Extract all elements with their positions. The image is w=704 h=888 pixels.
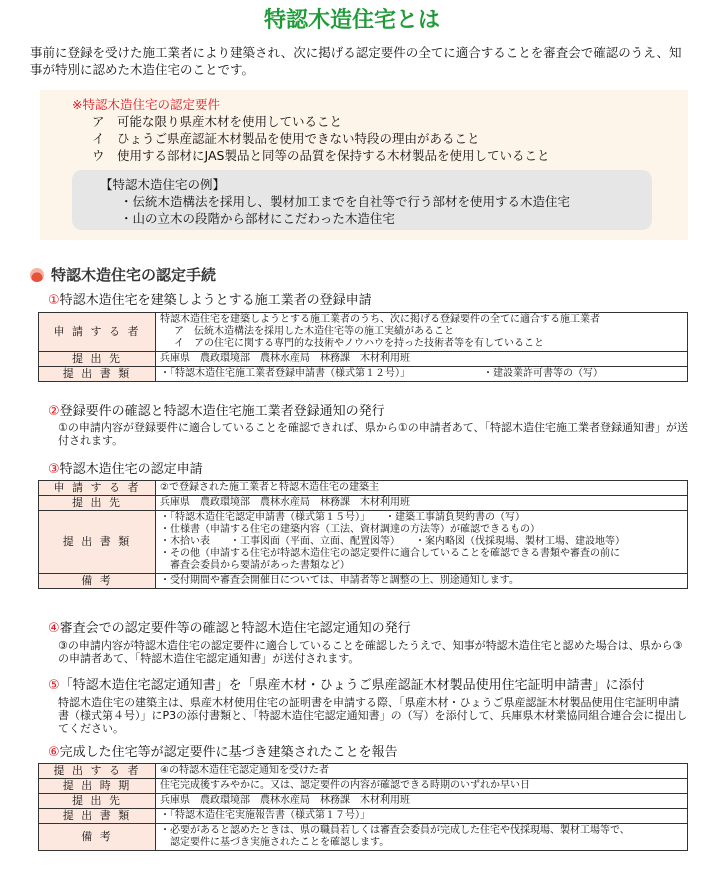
row-label: 提 出 書 類 (39, 809, 156, 824)
row-value: 住宅完成後すみやかに。又は、認定要件の内容が確認できる時期のいずれか早い日 (156, 779, 688, 794)
step-4-title (48, 620, 411, 637)
requirement-text: ひょうご県産認証木材製品を使用できない特段の理由があること (117, 131, 480, 146)
intro-text: 事前に登録を受けた施工業者により建築され、次に掲げる認定要件の全てに適合することを審査会で確認のうえ、知事が特別に認めた木造住宅のことです。 (30, 45, 682, 77)
row-value (156, 313, 688, 352)
step-3-title (48, 461, 203, 478)
row-value: ・「特認木造住宅実施報告書（様式第１７号）」 (156, 809, 688, 824)
row-line: 審査会委員から要請があった書類など） (160, 560, 350, 571)
row-line: ・その他（申請する住宅が特認木造住宅の認定要件に適合していることを確認できる書類や審査の前に (160, 548, 620, 559)
table-row (39, 574, 688, 589)
row-value: 兵庫県 農政環境部 農林水産局 林務課 木材利用班 (156, 794, 688, 809)
row-line: ・木拾い表 ・工事図面（平面、立面、配置図等） ・案内略図（伐採現場、製材工場、建設地等） (160, 536, 625, 547)
example-item: ・伝統木造構法を採用し、製材加工までを自社等で行う部材を使用する木造住宅 (120, 194, 571, 209)
step-5-title (48, 677, 645, 694)
row-line: ・建設業許可書等の（写） (483, 368, 603, 379)
row-label: 提 出 先 (39, 496, 156, 511)
requirement-key: ウ (92, 148, 105, 163)
row-label: 申 請 す る 者 (39, 481, 156, 496)
step-2-note: ①の申請内容が登録要件に適合していることを確認できれば、県から①の申請者あて、「特認木造住宅施工業者登録通知書」が送付されます。 (58, 421, 688, 447)
row-label: 備 考 (39, 574, 156, 589)
requirement-item (92, 147, 549, 164)
step-number: ② (48, 404, 60, 419)
step-title-text: 特認木造住宅を建築しようとする施工業者の登録申請 (59, 293, 372, 308)
step-title-text: 「特認木造住宅認定通知書」を「県産木材・ひょうご県産認証木材製品使用住宅証明申請書」に添付 (59, 678, 645, 693)
step-title-text: 完成した住宅等が認定要件に基づき建築されたことを報告 (59, 745, 398, 760)
step-6-table (38, 763, 688, 851)
requirement-text: 使用する部材にJAS製品と同等の品質を保持する木材製品を使用していること (117, 148, 550, 163)
step-number: ⑤ (48, 678, 60, 693)
table-row (39, 511, 688, 574)
row-value: ②で登録された施工業者と特認木造住宅の建築主 (156, 481, 688, 496)
row-line: ・「特認木造住宅認定申請書（様式第１５号）」 ・建築工事請負契約書の（写） (160, 512, 525, 523)
step-title-text: 特認木造住宅の認定申請 (59, 462, 203, 477)
table-row (39, 481, 688, 496)
row-label: 提 出 先 (39, 352, 156, 367)
step-title-text: 審査会での認定要件等の確認と特認木造住宅認定通知の発行 (59, 621, 411, 636)
table-row (39, 764, 688, 779)
step-3-table (38, 480, 688, 589)
table-row (39, 352, 688, 367)
requirement-key: イ (92, 131, 105, 146)
row-line: ・「特認木造住宅施工業者登録申請書（様式第１２号）」 (160, 368, 410, 379)
table-row (39, 496, 688, 511)
row-label: 提 出 先 (39, 794, 156, 809)
row-label: 提 出 書 類 (39, 511, 156, 574)
house-icon (30, 268, 44, 282)
step-4-note: ③の申請内容が特認木造住宅の認定要件に適合していることを確認したうえで、知事が特認木造住宅と認めた場合は、県から③の申請者あて、「特認木造住宅認定通知書」が送付されます。 (58, 639, 683, 665)
example-heading: 【特認木造住宅の例】 (100, 177, 226, 192)
row-value: ・受付期間や審査会開催日については、申請者等と調整の上、別途通知します。 (156, 574, 688, 589)
procedure-title (30, 265, 216, 285)
requirement-key: ア (92, 114, 105, 129)
table-row (39, 794, 688, 809)
requirement-item (92, 113, 342, 130)
step-number: ① (48, 293, 60, 308)
row-value (156, 367, 688, 382)
step-number: ③ (48, 462, 60, 477)
step-1-title (48, 292, 372, 309)
row-line: ・仕様書（申請する住宅の建築内容（工法、資材調達の方法等）が確認できるもの） (160, 524, 540, 535)
step-6-title (48, 744, 398, 761)
table-row (39, 779, 688, 794)
requirements-heading: ※特認木造住宅の認定要件 (72, 97, 220, 112)
step-title-text: 登録要件の確認と特認木造住宅施工業者登録通知の発行 (59, 404, 385, 419)
row-line: ア 伝統木造構法を採用した木造住宅等の施工実績があること (174, 326, 454, 337)
table-row (39, 313, 688, 352)
row-line: ・必要があると認めたときは、県の職員若しくは審査会委員が完成した住宅や伐採現場、製材工場等で、 (160, 825, 630, 836)
row-label: 備 考 (39, 824, 156, 851)
table-row (39, 824, 688, 851)
step-1-table (38, 312, 688, 382)
requirement-item (92, 130, 480, 147)
row-line: イ アの住宅に関する専門的な技術やノウハウを持った技術者等を有していること (174, 338, 544, 349)
table-row (39, 809, 688, 824)
step-number: ④ (48, 621, 60, 636)
step-number: ⑥ (48, 745, 60, 760)
row-value: ④の特認木造住宅認定通知を受けた者 (156, 764, 688, 779)
row-line: 認定要件に基づき実施されたことを確認します。 (160, 837, 390, 848)
row-line: 特認木造住宅を建築しようとする施工業者のうち、次に掲げる登録要件の全てに適合する施工業者 (160, 314, 600, 325)
page-title: 特認木造住宅とは (263, 8, 440, 33)
row-value (156, 824, 688, 851)
table-row (39, 367, 688, 382)
row-label: 提 出 時 期 (39, 779, 156, 794)
row-label: 申 請 す る 者 (39, 313, 156, 352)
step-2-title (48, 403, 385, 420)
row-label: 提 出 書 類 (39, 367, 156, 382)
requirement-text: 可能な限り県産木材を使用していること (117, 114, 343, 129)
step-5-note: 特認木造住宅の建築主は、県産木材使用住宅の証明書を申請する際、「県産木材・ひょうご県産認証木材製品使用住宅証明申請書（様式第４号）」にP3の添付書類と、「特認木造住宅認定通知書」の（写）を添付して、兵庫県木材業協同組合連合会に提出してください。 (58, 696, 688, 735)
row-value (156, 511, 688, 574)
procedure-title-text: 特認木造住宅の認定手続 (51, 266, 217, 284)
row-value: 兵庫県 農政環境部 農林水産局 林務課 木材利用班 (156, 352, 688, 367)
row-value: 兵庫県 農政環境部 農林水産局 林務課 木材利用班 (156, 496, 688, 511)
example-item: ・山の立木の段階から部材にこだわった木造住宅 (120, 211, 395, 226)
row-label: 提 出 す る 者 (39, 764, 156, 779)
